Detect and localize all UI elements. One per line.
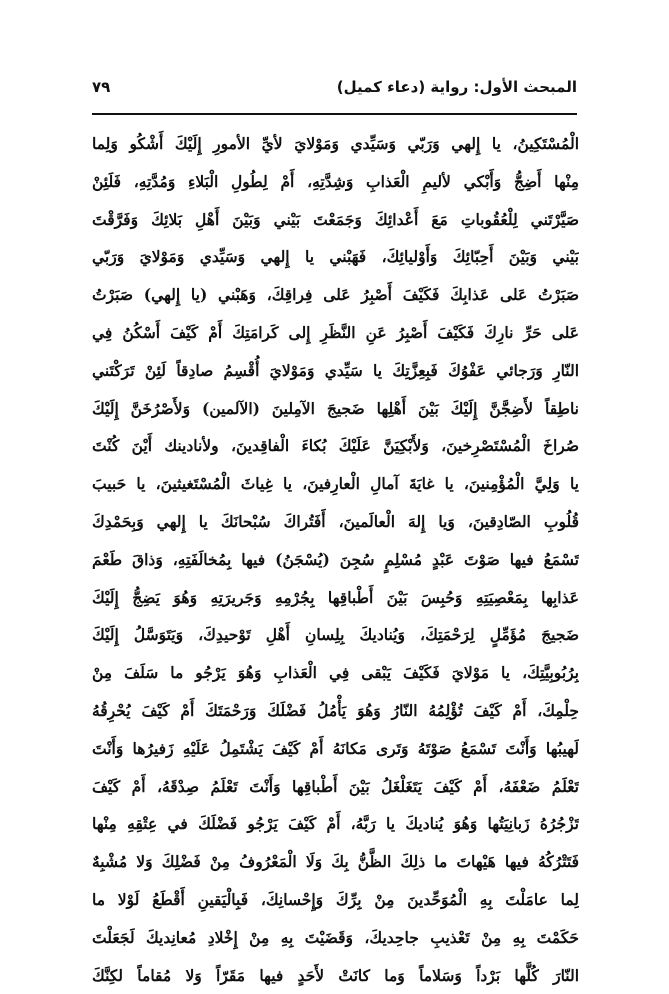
- text-line: يا وَلِيَّ الْمُؤْمِنينَ، يا غايَةَ آمالِ الْعارِفينَ، يا غِياثَ الْمُسْتَغيثينَ، يا حَبيبَ: [92, 474, 579, 494]
- text-line: صَيَّرْتَني لِلْعُقُوباتِ مَعَ أَعْدائِكَ وَجَمَعْتَ بَيْني وَبَيْنَ أَهْلِ بَلائِكَ وَفَرَّقْتَ: [92, 209, 579, 229]
- text-line: لِما عامَلْتَ بِهِ الْمُوَحِّدينَ مِنْ بِرِّكَ وَإِحْسانِكَ، فَبِالْيَقينِ أَقْطَعُ لَوْلا ما: [92, 889, 579, 909]
- text-line: لَهيبُها وَأَنْتَ تَسْمَعُ صَوْتَهُ وَتَرى مَكانَهُ أَمْ كَيْفَ يَشْتَمِلُ عَلَيْهِ زَفيرُها وَأَنْتَ: [92, 738, 579, 758]
- text-line: فَتَتْرُكُهُ فيها هَيْهاتَ ما ذلِكَ الظَّنُّ بِكَ وَلَا الْمَعْرُوفُ مِنْ فَضْلِكَ وَلا مُشْبِهٌ: [92, 852, 579, 872]
- text-line: ضَجيجَ مُؤَمِّلٍ لِرَحْمَتِكَ، وَيُناديكَ بِلِسانِ أَهْلِ تَوْحيدِكَ، وَيَتَوَسَّلُ إِلَيْكَ: [92, 625, 579, 645]
- text-line: عَلى حَرِّ نارِكَ فَكَيْفَ أَصْبِرُ عَنِ النَّظَرِ إِلى كَرامَتِكَ أَمْ كَيْفَ أَسْكُنُ فِي: [92, 322, 579, 342]
- text-line: تَسْمَعُ فيها صَوْتَ عَبْدٍ مُسْلِمٍ سُجِنَ (يُسْجَنُ) فيها بِمُخالَفَتِهِ، وَذاقَ طَعْمَ: [92, 549, 579, 569]
- text-line: ناطِقاً لأَضِجَّنَّ إِلَيْكَ بَيْنَ أَهْلِها ضَجيجَ الآمِلينَ (الآلمين) وَلأَصْرُخَنَّ إِلَيْكَ: [92, 398, 579, 418]
- text-line: قُلُوبِ الصّادِقينَ، وَيا إِلهَ الْعالَمينَ، أَفَتُراكَ سُبْحانَكَ يا إِلهي وَبِحَمْدِكَ: [92, 511, 579, 531]
- page-number: ٧٩: [92, 78, 111, 96]
- text-line: تَعْلَمُ ضَعْفَهُ، أَمْ كَيْفَ يَتَغَلْغَلُ بَيْنَ أَطْباقِها وَأَنْتَ تَعْلَمُ صِدْقَهُ، أَمْ كَيْفَ: [92, 776, 579, 796]
- text-line: حَكَمْتَ بِهِ مِنْ تَعْذيبِ جاحِديكَ، وَقَضَيْتَ بِهِ مِنْ إِخْلادِ مُعانِديكَ لَجَعَلْتَ: [92, 927, 579, 947]
- text-line: حِلْمِكَ، أَمْ كَيْفَ تُؤْلِمُهُ النّارُ وَهُوَ يَأْمُلُ فَضْلَكَ وَرَحْمَتَكَ أَمْ كَيْفَ يُحْرِقُهُ: [92, 700, 579, 720]
- running-title: المبحث الأول: رواية (دعاء كميل): [336, 78, 577, 96]
- text-line: عَذابِها بِمَعْصِيَتِهِ وَحُبِسَ بَيْنَ أَطْباقِها بِجُرْمِهِ وَجَريرَتِهِ وَهُوَ يَضِجُّ إِلَيْكَ: [92, 587, 579, 607]
- text-line: صُراخَ الْمُسْتَصْرِخينَ، وَلأَبْكِيَنَّ عَلَيْكَ بُكاءَ الْفاقِدينَ، ولأنادينك أَيْنَ كُنْتَ: [92, 436, 579, 456]
- supplication-text: [92, 125, 579, 994]
- text-line: بِرُبُوبِيَّتِكَ، يا مَوْلايَ فَكَيْفَ يَبْقى فِي الْعَذابِ وَهُوَ يَرْجُو ما سَلَفَ مِنْ: [92, 663, 579, 683]
- text-line: مِنْها أَضِجُّ وَأَبْكي لأليمِ الْعَذابِ وَشِدَّتِهِ، أَمْ لِطُولِ الْبَلاءِ وَمُدَّتِهِ، فَلَئِنْ: [92, 171, 579, 191]
- text-line: بَيْني وَبَيْنَ أَحِبّائِكَ وَأَوْليائِكَ، فَهَبْني يا إِلهي وَسَيِّدي وَمَوْلايَ وَرَبّي: [92, 247, 579, 267]
- header-divider: [92, 113, 577, 115]
- page-header: [92, 72, 577, 102]
- text-line: صَبَرْتُ عَلى عَذابِكَ فَكَيْفَ أَصْبِرُ عَلى فِراقِكَ، وَهَبْني (يا إِلهي) صَبَرْتُ: [92, 285, 579, 305]
- text-line: تَزْجُرُهُ زَبانِيَتُها وَهُوَ يُناديكَ يا رَبَّهُ، أَمْ كَيْفَ يَرْجُو فَضْلَكَ في عِتْقِهِ مِنْها: [92, 814, 579, 834]
- text-line: النّارَ كُلَّها بَرْداً وَسَلاماً وَما كانَتْ لأَحَدٍ فيها مَقَرّاً وَلا مُقاماً لكِنَّكَ: [92, 965, 579, 985]
- text-line: النّارِ وَرَجائي عَفْوُكَ فَبِعِزَّتِكَ يا سَيِّدي وَمَوْلايَ أُقْسِمُ صادِقاً لَئِنْ تَرَكْتَني: [92, 360, 579, 380]
- text-line: الْمُسْتَكِينُ، يا إِلهي وَرَبّي وَسَيِّدي وَمَوْلايَ لأيِّ الأمورِ إِلَيْكَ أَشْكُو وَلِما: [92, 134, 579, 153]
